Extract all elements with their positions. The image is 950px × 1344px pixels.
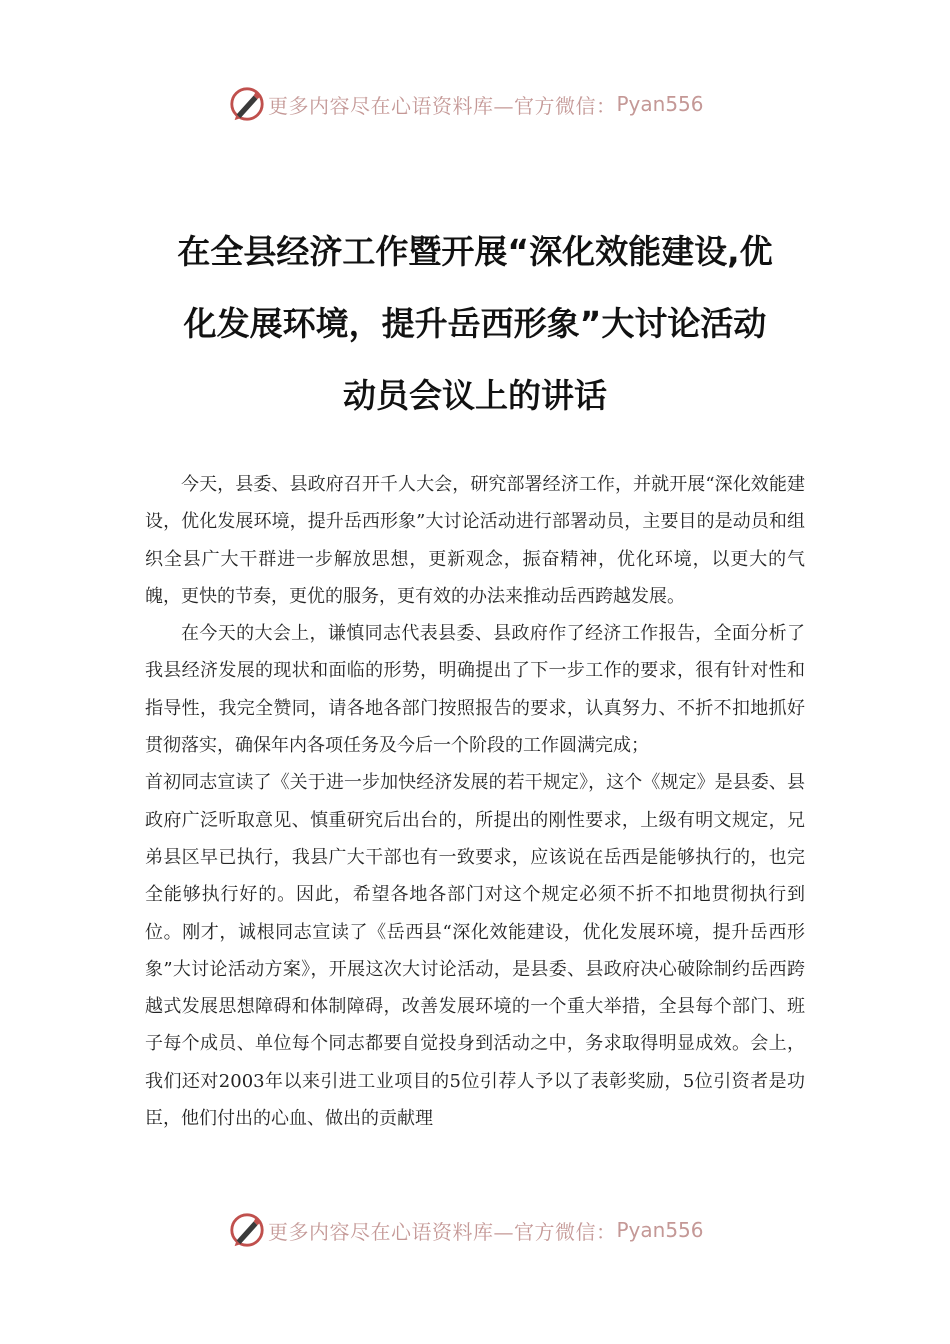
paragraph: 首初同志宣读了《关于进一步加快经济发展的若干规定》，这个《规定》是县委、县政府广泛听取意见、慎重研究后出台的，所提出的刚性要求，上级有明文规定，兄弟县区早已执行，我县广大干部也有一致要求，应该说在岳西是能够执行的，也完全能够执行好的。因此，希望各地各部门对这个规定必须不折不扣地贯彻执行到位。刚才，诚根同志宣读了《岳西县“深化效能建设，优化发展环境，提升岳西形象”大讨论活动方案》，开展这次大讨论活动，是县委、县政府决心破除制约岳西跨越式发展思想障碍和体制障碍，改善发展环境的一个重大举措，全县每个部门、班子每个成员、单位每个同志都要自觉投身到活动之中，务求取得明显成效。会上，我们还对2003年以来引进工业项目的5位引荐人予以了表彰奖励，5位引资者是功臣，他们付出的心血、做出的贡献理	[145, 772, 805, 1130]
document-title	[140, 216, 810, 432]
header-banner	[228, 84, 748, 124]
title-line: 化发展环境，提升岳西形象”大讨论活动	[183, 304, 767, 343]
paragraph: 今天，县委、县政府召开千人大会，研究部署经济工作，并就开展“深化效能建设，优化发展环境，提升岳西形象”大讨论活动进行部署动员，主要目的是动员和组织全县广大干群进一步解放思想，更新观念，振奋精神，优化环境，以更大的气魄，更快的节奏，更优的服务，更有效的办法来推动岳西跨越发展。	[145, 474, 805, 607]
title-line: 动员会议上的讲话	[343, 376, 607, 415]
banner-wechat-id: Pyan556	[616, 1218, 704, 1242]
banner-text: 更多内容尽在心语资料库—官方微信：	[268, 1219, 617, 1244]
banner-text: 更多内容尽在心语资料库—官方微信：	[268, 93, 617, 118]
title-line: 在全县经济工作暨开展“深化效能建设,优	[177, 232, 773, 271]
paragraph: 在今天的大会上，谦慎同志代表县委、县政府作了经济工作报告，全面分析了我县经济发展的现状和面临的形势，明确提出了下一步工作的要求，很有针对性和指导性，我完全赞同，请各地各部门按照报告的要求，认真努力、不折不扣地抓好贯彻落实，确保年内各项任务及今后一个阶段的工作圆满完成；	[145, 623, 805, 757]
document-body	[145, 466, 805, 1137]
banner-wechat-id: Pyan556	[616, 92, 704, 116]
footer-banner	[228, 1210, 748, 1250]
pen-logo-icon	[228, 85, 266, 123]
pen-logo-icon	[228, 1211, 266, 1249]
